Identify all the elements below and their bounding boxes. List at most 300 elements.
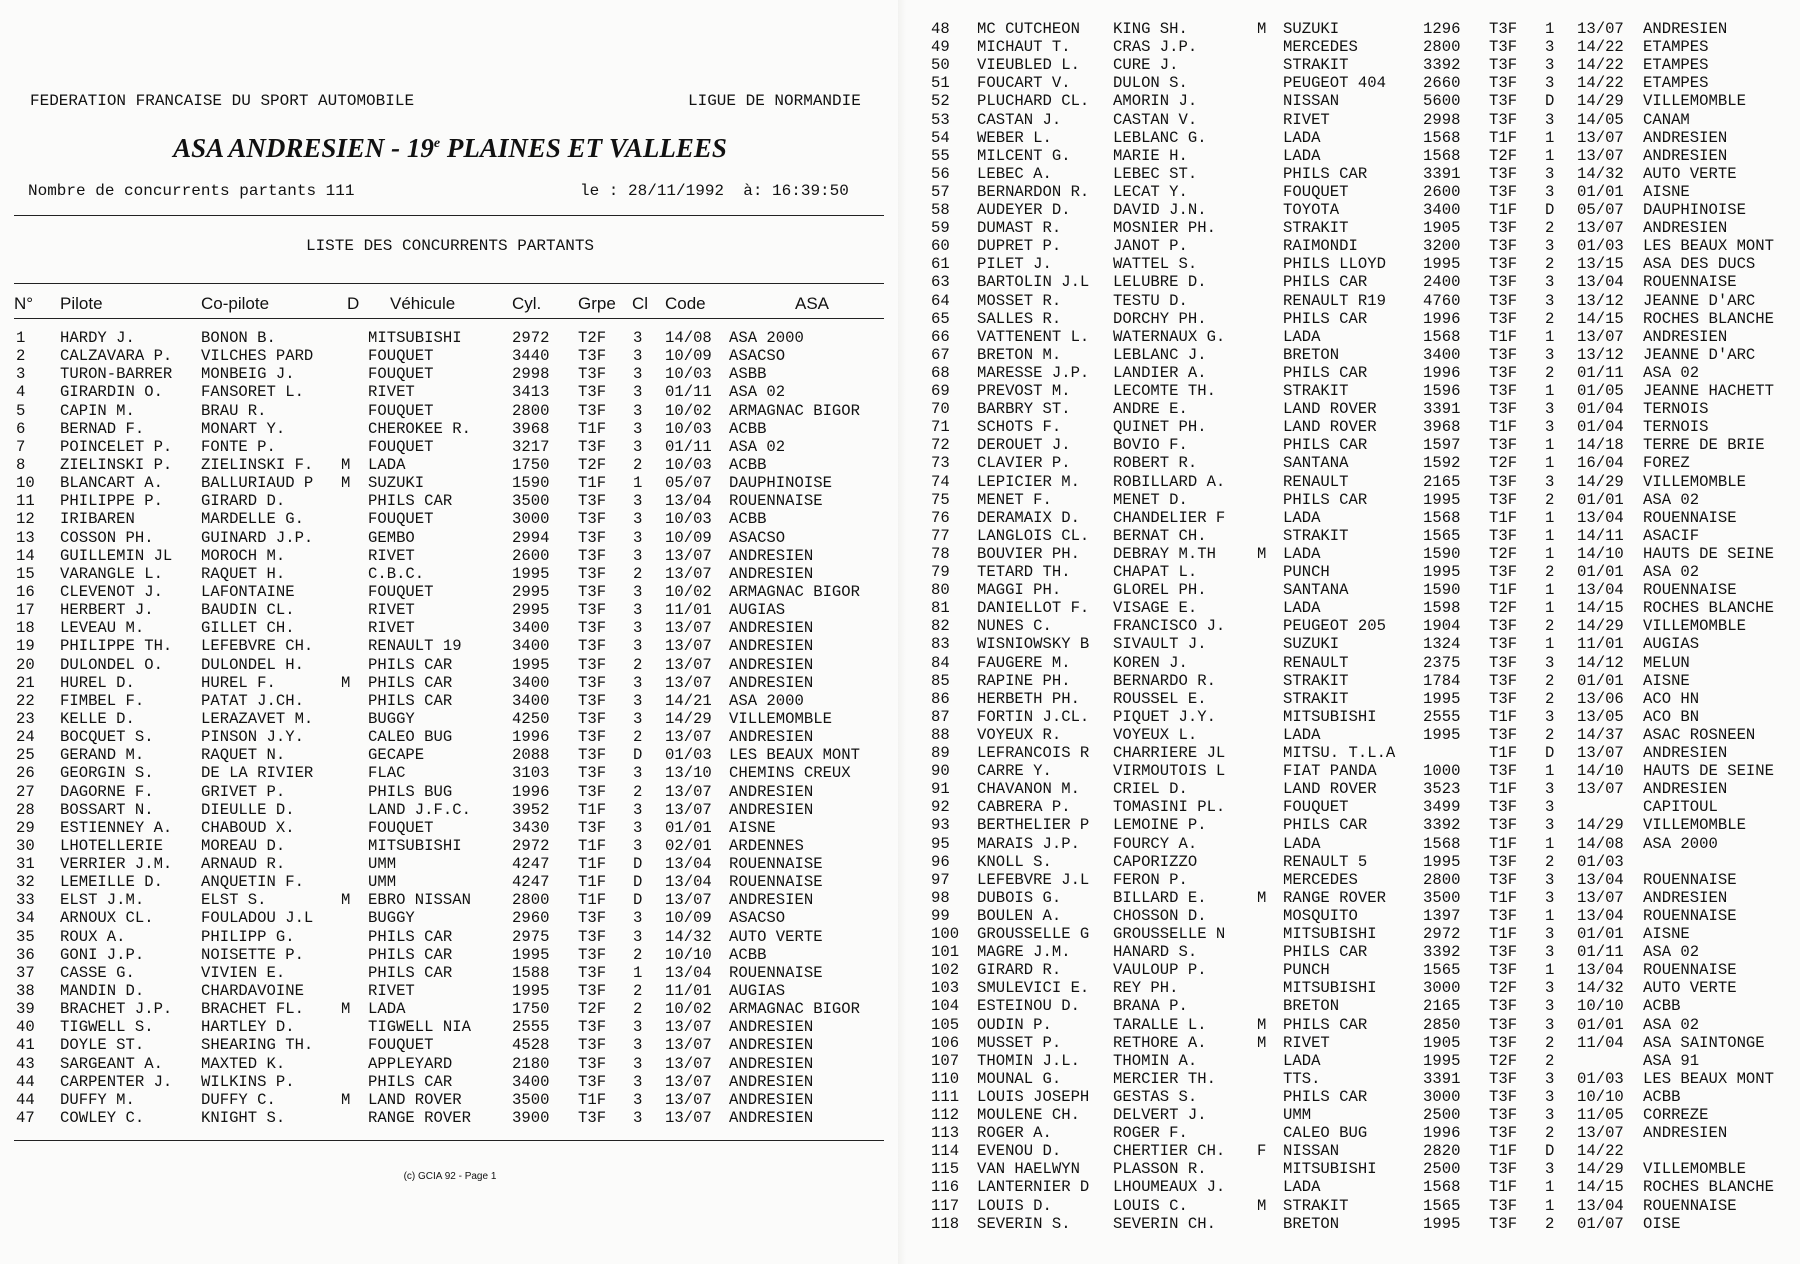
entry-cylinder: 1995 <box>512 945 550 964</box>
entry-entry-num: 53 <box>931 110 950 129</box>
entry-asa: ASA DES DUCS <box>1643 255 1756 274</box>
entry-class: 3 <box>633 619 643 638</box>
entry-copilot: LANDIER A. <box>1113 363 1207 382</box>
entry-class: 3 <box>1545 418 1555 437</box>
entry-code: 01/11 <box>1577 363 1624 382</box>
entry-pilot: FAUGERE M. <box>977 653 1071 672</box>
entry-entry-num: 61 <box>931 255 950 274</box>
entry-code: 10/03 <box>665 365 712 384</box>
entry-pilot: ELST J.M. <box>60 891 145 910</box>
entry-entry-num: 32 <box>16 873 35 892</box>
entry-pilot: PLUCHARD CL. <box>977 92 1090 111</box>
entry-vehicle: PHILS CAR <box>1283 1015 1368 1034</box>
entry-code: 13/07 <box>665 1036 712 1055</box>
entry-row <box>905 1160 1800 1178</box>
entry-row <box>905 473 1800 491</box>
entry-asa: ARMAGNAC BIGOR <box>729 582 861 601</box>
entry-class: 1 <box>1545 526 1555 545</box>
entry-row <box>905 38 1800 56</box>
entry-code: 14/11 <box>1577 526 1624 545</box>
entry-class: 2 <box>633 655 643 674</box>
entry-group: T1F <box>1489 744 1518 762</box>
entry-copilot: CRAS J.P. <box>1113 38 1198 57</box>
entry-pilot: GERAND M. <box>60 746 145 765</box>
entry-vehicle: UMM <box>368 873 397 892</box>
entry-copilot: BERNAT CH. <box>1113 526 1207 545</box>
entry-entry-num: 20 <box>16 655 35 674</box>
entry-vehicle: PHILS CAR <box>368 945 453 964</box>
entry-entry-num: 35 <box>16 927 35 946</box>
entry-code: 14/32 <box>665 927 712 946</box>
entry-entry-num: 88 <box>931 725 950 744</box>
entry-code: 01/11 <box>665 383 712 402</box>
entry-vehicle: STRAKIT <box>1283 671 1349 690</box>
entry-d-flag: M <box>341 891 351 910</box>
entry-copilot: LAFONTAINE <box>201 582 295 601</box>
entry-copilot: VOYEUX L. <box>1113 725 1198 744</box>
entry-vehicle: MITSUBISHI <box>1283 925 1377 943</box>
entry-vehicle: SUZUKI <box>1283 20 1340 38</box>
entry-row <box>0 855 900 873</box>
entry-cylinder: 1590 <box>512 474 550 493</box>
entry-entry-num: 24 <box>16 728 35 747</box>
entry-asa: ETAMPES <box>1643 56 1709 75</box>
entry-entry-num: 114 <box>931 1142 960 1161</box>
entry-pilot: BARBRY ST. <box>977 400 1071 419</box>
entry-row <box>905 744 1800 762</box>
entry-class: 3 <box>1545 780 1555 799</box>
entry-vehicle: MITSUBISHI <box>1283 1160 1377 1179</box>
entry-entry-num: 67 <box>931 345 950 364</box>
entry-cylinder: 1995 <box>1423 1051 1461 1070</box>
entry-asa: ROUENNAISE <box>729 855 823 874</box>
entry-code: 01/03 <box>665 746 712 765</box>
entry-cylinder: 1568 <box>1423 1178 1461 1197</box>
entry-group: T3F <box>1489 164 1518 183</box>
entry-copilot: GLOREL PH. <box>1113 581 1207 600</box>
entry-cylinder: 1995 <box>1423 689 1461 708</box>
entry-vehicle: FLAC <box>368 764 406 783</box>
entry-pilot: MILCENT G. <box>977 146 1071 165</box>
entry-cylinder: 1565 <box>1423 961 1461 980</box>
entry-entry-num: 27 <box>16 782 35 801</box>
entry-group: T1F <box>1489 418 1518 437</box>
entry-pilot: DAGORNE F. <box>60 782 154 801</box>
entry-asa: AUGIAS <box>729 601 786 620</box>
entry-vehicle: CHEROKEE R. <box>368 419 471 438</box>
entry-row <box>905 545 1800 563</box>
entry-asa: ASA SAINTONGE <box>1643 1033 1765 1052</box>
entry-group: T1F <box>1489 888 1518 907</box>
entry-vehicle: PHILS CAR <box>368 655 453 674</box>
entry-pilot: CASTAN J. <box>977 110 1062 129</box>
entry-row <box>0 601 900 619</box>
entry-vehicle: PHILS CAR <box>1283 943 1368 962</box>
entry-class: 3 <box>633 329 643 347</box>
entry-group: T3F <box>578 365 607 384</box>
entry-entry-num: 64 <box>931 291 950 310</box>
entry-d-flag: M <box>1257 544 1267 563</box>
entry-row <box>0 347 900 365</box>
entry-pilot: AUDEYER D. <box>977 201 1071 219</box>
entry-code: 11/05 <box>1577 1106 1624 1124</box>
entry-cylinder: 1905 <box>1423 219 1461 238</box>
entry-group: T3F <box>578 619 607 638</box>
entry-class: 1 <box>1545 20 1555 38</box>
entry-vehicle: TIGWELL NIA <box>368 1018 471 1037</box>
entry-code: 13/07 <box>1577 1124 1624 1143</box>
entry-cylinder: 3000 <box>1423 979 1461 998</box>
entry-vehicle: RENAULT <box>1283 472 1349 491</box>
entry-pilot: COWLEY C. <box>60 1109 145 1128</box>
entry-cylinder: 2800 <box>1423 38 1461 57</box>
entry-code: 13/04 <box>665 855 712 874</box>
entry-vehicle: SUZUKI <box>368 474 425 493</box>
entry-copilot: MAXTED K. <box>201 1054 286 1073</box>
entry-code: 10/10 <box>665 945 712 964</box>
entry-row <box>0 583 900 601</box>
entry-entry-num: 51 <box>931 74 950 93</box>
entry-entry-num: 85 <box>931 671 950 690</box>
entry-group: T3F <box>1489 1033 1518 1052</box>
entry-entry-num: 13 <box>16 528 35 547</box>
entry-group: T3F <box>578 601 607 620</box>
entry-vehicle: PEUGEOT 205 <box>1283 617 1386 636</box>
entry-vehicle: MERCEDES <box>1283 870 1358 889</box>
entry-class: 2 <box>1545 852 1555 871</box>
entry-vehicle: PHILS CAR <box>1283 490 1368 509</box>
entry-pilot: OUDIN P. <box>977 1015 1052 1034</box>
entry-vehicle: PHILS CAR <box>368 927 453 946</box>
entry-group: T2F <box>1489 1051 1518 1070</box>
entry-pilot: THOMIN J.L. <box>977 1051 1080 1070</box>
entry-cylinder: 3391 <box>1423 400 1461 419</box>
entry-entry-num: 59 <box>931 219 950 238</box>
entry-class: 3 <box>633 1054 643 1073</box>
table-end-rule <box>14 1140 884 1141</box>
entry-asa: ACBB <box>729 945 767 964</box>
entry-row <box>0 1000 900 1018</box>
entry-copilot: FRANCISCO J. <box>1113 617 1226 636</box>
entry-group: T3F <box>1489 472 1518 491</box>
entry-class: 2 <box>633 1000 643 1019</box>
entry-group: T2F <box>578 329 607 347</box>
entry-class: 1 <box>1545 1178 1555 1197</box>
entry-pilot: MOULENE CH. <box>977 1106 1080 1124</box>
entry-vehicle: FOUQUET <box>368 401 434 420</box>
entry-d-flag: M <box>341 474 351 493</box>
entry-vehicle: FOUQUET <box>368 510 434 529</box>
entry-group: T3F <box>1489 345 1518 364</box>
entry-class: 3 <box>1545 979 1555 998</box>
entry-class: 3 <box>1545 943 1555 962</box>
entry-group: T3F <box>578 909 607 928</box>
entry-cylinder: 2995 <box>512 582 550 601</box>
entry-code: 14/29 <box>1577 617 1624 636</box>
entry-entry-num: 41 <box>16 1036 35 1055</box>
entry-vehicle: RIVET <box>368 601 415 620</box>
entry-pilot: HUREL D. <box>60 673 135 692</box>
entry-group: T3F <box>1489 490 1518 509</box>
entry-class: D <box>633 855 643 874</box>
entry-code: 10/09 <box>665 528 712 547</box>
entry-pilot: PREVOST M. <box>977 382 1071 400</box>
entry-pilot: MOSSET R. <box>977 291 1062 310</box>
entry-asa: ASACSO <box>729 347 786 366</box>
columns-bottom-rule <box>14 318 884 319</box>
entry-pilot: CABRERA P. <box>977 798 1071 817</box>
entry-cylinder: 1568 <box>1423 146 1461 165</box>
entry-code: 13/07 <box>665 782 712 801</box>
entry-copilot: MOSNIER PH. <box>1113 219 1216 238</box>
entry-row <box>905 1142 1800 1160</box>
entry-entry-num: 39 <box>16 1000 35 1019</box>
entry-row <box>905 183 1800 201</box>
entry-entry-num: 11 <box>16 492 35 511</box>
entry-row <box>0 964 900 982</box>
entry-row <box>905 92 1800 110</box>
entry-copilot: DE LA RIVIER <box>201 764 314 783</box>
entry-asa: ANDRESIEN <box>729 1090 814 1109</box>
entry-cylinder: 1568 <box>1423 327 1461 346</box>
entry-cylinder: 2800 <box>512 891 550 910</box>
entry-asa: ARMAGNAC BIGOR <box>729 401 861 420</box>
entry-group: T1F <box>578 873 607 892</box>
entry-copilot: THOMIN A. <box>1113 1051 1198 1070</box>
entry-d-flag: M <box>341 1000 351 1019</box>
entry-d-flag: M <box>1257 20 1267 38</box>
entry-vehicle: BUGGY <box>368 709 415 728</box>
entry-group: T3F <box>578 1072 607 1091</box>
entry-code: 13/07 <box>665 891 712 910</box>
entry-pilot: IRIBAREN <box>60 510 135 529</box>
entry-cylinder: 2995 <box>512 601 550 620</box>
entry-vehicle: MITSUBISHI <box>368 836 462 855</box>
entry-code: 13/07 <box>665 637 712 656</box>
entry-entry-num: 55 <box>931 146 950 165</box>
entry-code: 13/07 <box>1577 219 1624 238</box>
entry-copilot: BERNARDO R. <box>1113 671 1216 690</box>
entry-cylinder: 2375 <box>1423 653 1461 672</box>
entry-pilot: BERNARDON R. <box>977 182 1090 201</box>
entry-pilot: GIRARD R. <box>977 961 1062 980</box>
entry-entry-num: 86 <box>931 689 950 708</box>
entry-cylinder: 1996 <box>512 728 550 747</box>
entry-vehicle: RENAULT 5 <box>1283 852 1368 871</box>
entry-group: T1F <box>1489 581 1518 600</box>
entry-class: 1 <box>1545 436 1555 455</box>
entry-row <box>905 853 1800 871</box>
entry-code: 13/07 <box>665 1018 712 1037</box>
entry-cylinder: 2998 <box>1423 110 1461 129</box>
entry-entry-num: 36 <box>16 945 35 964</box>
entry-class: 3 <box>1545 237 1555 256</box>
entry-copilot: GUINARD J.P. <box>201 528 314 547</box>
entry-entry-num: 44 <box>16 1090 35 1109</box>
entry-pilot: LEFEBVRE J.L <box>977 870 1090 889</box>
entry-cylinder: 3952 <box>512 800 550 819</box>
entry-code: 13/07 <box>665 564 712 583</box>
entry-copilot: MENET D. <box>1113 490 1188 509</box>
entry-row <box>0 492 900 510</box>
entry-cylinder: 1996 <box>1423 1124 1461 1143</box>
entry-pilot: VERRIER J.M. <box>60 855 173 874</box>
entry-class: 2 <box>1545 725 1555 744</box>
entry-code: 13/07 <box>665 1072 712 1091</box>
entry-cylinder: 3400 <box>512 637 550 656</box>
entry-asa: ANDRESIEN <box>1643 744 1728 762</box>
entry-code: 10/02 <box>665 582 712 601</box>
entry-pilot: KELLE D. <box>60 709 135 728</box>
entry-code: 01/01 <box>1577 563 1624 581</box>
entry-vehicle: APPLEYARD <box>368 1054 453 1073</box>
entry-asa: ROCHES BLANCHE <box>1643 309 1775 328</box>
entry-row <box>905 762 1800 780</box>
entry-group: T3F <box>578 982 607 1001</box>
entry-entry-num: 70 <box>931 400 950 419</box>
entry-cylinder: 2975 <box>512 927 550 946</box>
entry-pilot: WISNIOWSKY B <box>977 635 1090 654</box>
entry-pilot: ESTEINOU D. <box>977 997 1080 1016</box>
entry-vehicle: LADA <box>1283 128 1321 147</box>
entry-cylinder: 1750 <box>512 1000 550 1019</box>
entry-class: D <box>633 746 643 765</box>
entry-cylinder: 1568 <box>1423 128 1461 147</box>
entry-group: T3F <box>578 927 607 946</box>
entry-copilot: KOREN J. <box>1113 653 1188 672</box>
entry-entry-num: 79 <box>931 563 950 581</box>
entry-cylinder: 2165 <box>1423 472 1461 491</box>
entry-cylinder: 2800 <box>512 401 550 420</box>
entry-code: 11/04 <box>1577 1033 1624 1052</box>
entry-class: D <box>633 891 643 910</box>
entry-row <box>905 147 1800 165</box>
entry-copilot: HUREL F. <box>201 673 276 692</box>
entry-group: T3F <box>578 401 607 420</box>
entry-pilot: GROUSSELLE G <box>977 925 1090 943</box>
entry-row <box>905 943 1800 961</box>
entry-group: T3F <box>1489 852 1518 871</box>
entry-group: T3F <box>1489 237 1518 256</box>
entry-entry-num: 3 <box>16 365 26 384</box>
entry-asa: ASA 91 <box>1643 1051 1700 1070</box>
entry-asa: ASA 02 <box>729 437 786 456</box>
entry-class: 1 <box>1545 508 1555 527</box>
entry-entry-num: 116 <box>931 1178 960 1197</box>
entry-pilot: BOULEN A. <box>977 906 1062 925</box>
entry-cylinder: 1995 <box>512 982 550 1001</box>
entry-class: 3 <box>1545 1087 1555 1106</box>
entry-copilot: VIVIEN E. <box>201 963 286 982</box>
entry-pilot: LOUIS JOSEPH <box>977 1087 1090 1106</box>
entry-class: 2 <box>1545 1051 1555 1070</box>
entry-row <box>0 928 900 946</box>
entry-pilot: ESTIENNEY A. <box>60 818 173 837</box>
entry-group: T3F <box>1489 617 1518 636</box>
entry-cylinder: 3217 <box>512 437 550 456</box>
entry-asa: ANDRESIEN <box>1643 146 1728 165</box>
entry-pilot: DUMAST R. <box>977 219 1062 238</box>
entry-entry-num: 76 <box>931 508 950 527</box>
entry-group: T3F <box>1489 382 1518 400</box>
entry-group: T3F <box>578 510 607 529</box>
entry-entry-num: 99 <box>931 906 950 925</box>
entry-entry-num: 37 <box>16 963 35 982</box>
entry-class: 3 <box>633 546 643 565</box>
entry-entry-num: 48 <box>931 20 950 38</box>
entry-class: 1 <box>1545 327 1555 346</box>
entry-code: 13/04 <box>1577 508 1624 527</box>
entry-group: T3F <box>578 437 607 456</box>
entry-asa: AUTO VERTE <box>729 927 823 946</box>
entry-vehicle: LADA <box>368 1000 406 1019</box>
entry-class: 3 <box>633 637 643 656</box>
entry-group: T3F <box>1489 56 1518 75</box>
entry-cylinder: 2994 <box>512 528 550 547</box>
entry-copilot: LERAZAVET M. <box>201 709 314 728</box>
entry-class: 1 <box>1545 544 1555 563</box>
entry-row <box>905 292 1800 310</box>
entry-class: 3 <box>633 818 643 837</box>
entry-group: T1F <box>1489 1142 1518 1161</box>
entry-class: 3 <box>633 401 643 420</box>
entry-vehicle: PHILS CAR <box>368 673 453 692</box>
entry-pilot: MUSSET P. <box>977 1033 1062 1052</box>
entry-asa: AUGIAS <box>1643 635 1700 654</box>
entry-asa: CHEMINS CREUX <box>729 764 851 783</box>
entry-code: 13/07 <box>665 619 712 638</box>
entry-code: 13/07 <box>665 673 712 692</box>
entry-entry-num: 74 <box>931 472 950 491</box>
entry-vehicle: LAND J.F.C. <box>368 800 471 819</box>
entry-row <box>905 816 1800 834</box>
entry-pilot: CALZAVARA P. <box>60 347 173 366</box>
header-rule <box>14 215 884 216</box>
entry-code: 13/12 <box>1577 345 1624 364</box>
entry-group: T3F <box>1489 1160 1518 1179</box>
entry-row <box>0 402 900 420</box>
entry-cylinder: 2998 <box>512 365 550 384</box>
entry-vehicle: LAND ROVER <box>1283 780 1377 799</box>
entry-pilot: CHAVANON M. <box>977 780 1080 799</box>
entry-class: 3 <box>633 528 643 547</box>
entry-vehicle: LADA <box>1283 725 1321 744</box>
entry-row <box>905 310 1800 328</box>
entry-copilot: BILLARD E. <box>1113 888 1207 907</box>
event-title <box>0 133 900 164</box>
entry-vehicle: TTS. <box>1283 1069 1321 1088</box>
entry-copilot: BRACHET FL. <box>201 1000 304 1019</box>
entry-pilot: CAPIN M. <box>60 401 135 420</box>
entry-cylinder: 1995 <box>512 564 550 583</box>
entry-pilot: MANDIN D. <box>60 982 145 1001</box>
entry-row <box>0 529 900 547</box>
entry-asa: ROUENNAISE <box>1643 906 1737 925</box>
entry-entry-num: 40 <box>16 1018 35 1037</box>
entry-entry-num: 118 <box>931 1214 960 1233</box>
entry-code: 13/04 <box>665 873 712 892</box>
entry-cylinder: 2088 <box>512 746 550 765</box>
entry-class: 1 <box>1545 906 1555 925</box>
entry-d-flag: M <box>341 673 351 692</box>
entry-copilot: HARTLEY D. <box>201 1018 295 1037</box>
entry-copilot: DORCHY PH. <box>1113 309 1207 328</box>
entry-class: 2 <box>1545 1214 1555 1233</box>
entry-row <box>0 909 900 927</box>
entry-code: 10/03 <box>665 510 712 529</box>
entry-code: 01/03 <box>1577 852 1624 871</box>
entry-vehicle: LAND ROVER <box>368 1090 462 1109</box>
